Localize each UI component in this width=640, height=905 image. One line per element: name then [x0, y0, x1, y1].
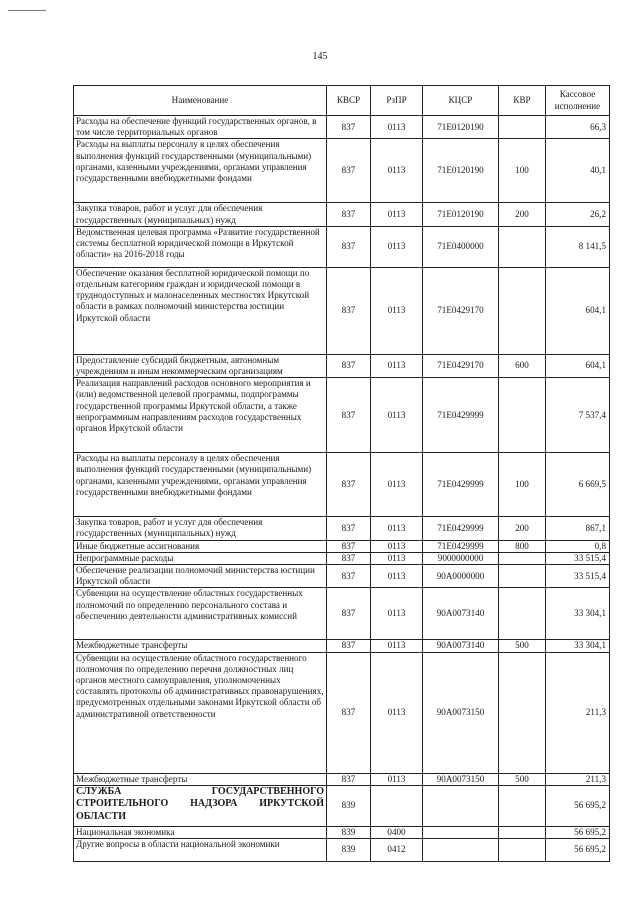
cell-name: Закупка товаров, работ и услуг для обеспечения государственных (муниципальных) нужд — [74, 203, 327, 226]
table-row — [74, 552, 610, 564]
cell-rzpr: 0113 — [371, 139, 423, 203]
table-row — [74, 139, 610, 203]
cell-kcsr: 90А0073140 — [423, 640, 499, 652]
cell-kvr: 100 — [499, 453, 546, 517]
cell-amount: 33 515,4 — [546, 565, 610, 588]
cell-rzpr: 0113 — [371, 226, 423, 267]
cell-rzpr: 0113 — [371, 773, 423, 785]
cell-kvsr: 837 — [327, 267, 371, 354]
table-row — [74, 839, 610, 862]
cell-kvr — [499, 552, 546, 564]
cell-kcsr: 71Е0400000 — [423, 226, 499, 267]
cell-kcsr: 71Е0429170 — [423, 267, 499, 354]
cell-kvsr: 837 — [327, 652, 371, 773]
cell-kcsr: 71Е0429999 — [423, 540, 499, 552]
cell-kvsr: 837 — [327, 540, 371, 552]
cell-rzpr: 0113 — [371, 116, 423, 139]
cell-name: Обеспечение оказания бесплатной юридической помощи по отдельным категориям граждан и юридической помощи в труднодоступных и малонаселенных местностях Иркутской области в рамках полномочий министерства юстиции Иркутской области — [74, 267, 327, 354]
cell-amount: 26,2 — [546, 203, 610, 226]
table-row — [74, 517, 610, 540]
table-body — [74, 116, 610, 862]
cell-amount: 867,1 — [546, 517, 610, 540]
cell-name: СЛУЖБА ГОСУДАРСТВЕННОГО СТРОИТЕЛЬНОГО НАДЗОРА ИРКУТСКОЙ ОБЛАСТИ — [74, 785, 327, 826]
header-kcsr: КЦСР — [423, 86, 499, 116]
cell-name: Межбюджетные трансферты — [74, 640, 327, 652]
budget-table — [73, 85, 610, 862]
table-row — [74, 226, 610, 267]
table-row — [74, 453, 610, 517]
table-row — [74, 267, 610, 354]
cell-kvsr: 837 — [327, 588, 371, 640]
cell-kcsr: 71Е0120190 — [423, 139, 499, 203]
cell-rzpr — [371, 785, 423, 826]
table-row — [74, 773, 610, 785]
cell-name: Обеспечение реализации полномочий министерства юстиции Иркутской области — [74, 565, 327, 588]
cell-kvr: 800 — [499, 540, 546, 552]
cell-kvr — [499, 116, 546, 139]
cell-kcsr: 90А0073150 — [423, 652, 499, 773]
cell-kvsr: 837 — [327, 640, 371, 652]
table-row — [74, 588, 610, 640]
table-row — [74, 203, 610, 226]
cell-kcsr: 71Е0120190 — [423, 203, 499, 226]
cell-name: Предоставление субсидий бюджетным, автономным учреждениям и иным некоммерческим организациям — [74, 354, 327, 377]
cell-kvsr: 837 — [327, 354, 371, 377]
cell-kcsr: 90А0000000 — [423, 565, 499, 588]
page-number: 145 — [312, 51, 328, 62]
cell-amount: 8 141,5 — [546, 226, 610, 267]
header-amount: Кассовое исполнение — [546, 86, 610, 116]
header-name: Наименование — [74, 86, 327, 116]
cell-amount: 56 695,2 — [546, 826, 610, 838]
cell-rzpr: 0113 — [371, 565, 423, 588]
cell-kcsr: 90А0073140 — [423, 588, 499, 640]
cell-kvr — [499, 267, 546, 354]
cell-name: Расходы на выплаты персоналу в целях обеспечения выполнения функций государственными (муниципальными) органами, казенными учреждениями, органами управления государственными внебюджетными фондами — [74, 139, 327, 203]
cell-kvr — [499, 652, 546, 773]
cell-kcsr: 71Е0429999 — [423, 378, 499, 453]
cell-name: Субвенции на осуществление областного государственного полномочия по определению перечня должностных лиц органов местного самоуправления, уполномоченных составлять протоколы об административных правонарушениях, предусмотренных отдельными законами Иркутской области об административной ответственности — [74, 652, 327, 773]
cell-rzpr: 0113 — [371, 640, 423, 652]
table-row — [74, 826, 610, 838]
cell-amount: 0,8 — [546, 540, 610, 552]
cell-kcsr: 71Е0120190 — [423, 116, 499, 139]
cell-rzpr: 0113 — [371, 378, 423, 453]
cell-kvsr: 837 — [327, 552, 371, 564]
cell-rzpr: 0113 — [371, 552, 423, 564]
table-row — [74, 378, 610, 453]
cell-amount: 56 695,2 — [546, 839, 610, 862]
cell-name: Расходы на выплаты персоналу в целях обеспечения выполнения функций государственными (муниципальными) органами, казенными учреждениями, органами управления государственными внебюджетными фондами — [74, 453, 327, 517]
cell-kcsr: 9000000000 — [423, 552, 499, 564]
header-rzpr: РзПР — [371, 86, 423, 116]
table-row — [74, 785, 610, 826]
cell-kvr — [499, 588, 546, 640]
cell-rzpr: 0113 — [371, 588, 423, 640]
scan-mark — [8, 10, 46, 11]
cell-kvsr: 837 — [327, 116, 371, 139]
cell-kvr — [499, 839, 546, 862]
cell-kvr: 500 — [499, 773, 546, 785]
cell-name: Иные бюджетные ассигнования — [74, 540, 327, 552]
cell-amount: 40,1 — [546, 139, 610, 203]
cell-name: Реализация направлений расходов основного мероприятия и (или) ведомственной целевой программы, подпрограммы государственной программы Иркутской области, а также непрограммным направлениям расходов государственных органов Иркутской области — [74, 378, 327, 453]
cell-rzpr: 0113 — [371, 652, 423, 773]
cell-kvr: 500 — [499, 640, 546, 652]
header-kvr: КВР — [499, 86, 546, 116]
cell-kcsr: 90А0073150 — [423, 773, 499, 785]
cell-rzpr: 0113 — [371, 540, 423, 552]
cell-kvsr: 837 — [327, 139, 371, 203]
cell-kvsr: 837 — [327, 226, 371, 267]
cell-amount: 211,3 — [546, 652, 610, 773]
cell-kcsr: 71Е0429999 — [423, 517, 499, 540]
cell-amount: 211,3 — [546, 773, 610, 785]
table-row — [74, 640, 610, 652]
cell-kvsr: 839 — [327, 839, 371, 862]
cell-kvr: 600 — [499, 354, 546, 377]
cell-amount: 7 537,4 — [546, 378, 610, 453]
cell-kvr: 100 — [499, 139, 546, 203]
cell-kcsr: 71Е0429170 — [423, 354, 499, 377]
cell-name: Межбюджетные трансферты — [74, 773, 327, 785]
cell-name: Национальная экономика — [74, 826, 327, 838]
cell-kvr: 200 — [499, 203, 546, 226]
cell-rzpr: 0113 — [371, 354, 423, 377]
cell-kvr — [499, 785, 546, 826]
cell-name: Непрограммные расходы — [74, 552, 327, 564]
cell-kvr — [499, 378, 546, 453]
cell-kvr — [499, 226, 546, 267]
cell-rzpr: 0113 — [371, 517, 423, 540]
cell-amount: 66,3 — [546, 116, 610, 139]
cell-name: Другие вопросы в области национальной экономики — [74, 839, 327, 862]
cell-name: Закупка товаров, работ и услуг для обеспечения государственных (муниципальных) нужд — [74, 517, 327, 540]
cell-amount: 33 304,1 — [546, 640, 610, 652]
cell-name: Субвенции на осуществление областных государственных полномочий по определению персонального состава и обеспечению деятельности административных комиссий — [74, 588, 327, 640]
cell-kcsr — [423, 785, 499, 826]
table-row — [74, 565, 610, 588]
cell-amount: 33 515,4 — [546, 552, 610, 564]
cell-rzpr: 0400 — [371, 826, 423, 838]
cell-kvsr: 837 — [327, 453, 371, 517]
cell-name: Ведомственная целевая программа «Развитие государственной системы бесплатной юридической помощи в Иркутской области» на 2016-2018 годы — [74, 226, 327, 267]
cell-rzpr: 0113 — [371, 453, 423, 517]
table-row — [74, 354, 610, 377]
table-row — [74, 540, 610, 552]
cell-kvr — [499, 565, 546, 588]
cell-kcsr: 71Е0429999 — [423, 453, 499, 517]
table-row — [74, 116, 610, 139]
cell-kcsr — [423, 839, 499, 862]
cell-kvsr: 839 — [327, 785, 371, 826]
cell-kcsr — [423, 826, 499, 838]
cell-rzpr: 0113 — [371, 203, 423, 226]
cell-amount: 604,1 — [546, 354, 610, 377]
cell-kvsr: 837 — [327, 517, 371, 540]
cell-kvsr: 837 — [327, 378, 371, 453]
header-kvsr: КВСР — [327, 86, 371, 116]
cell-name: Расходы на обеспечение функций государственных органов, в том числе территориальных органов — [74, 116, 327, 139]
cell-rzpr: 0113 — [371, 267, 423, 354]
cell-kvr — [499, 826, 546, 838]
cell-kvr: 200 — [499, 517, 546, 540]
cell-amount: 6 669,5 — [546, 453, 610, 517]
cell-rzpr: 0412 — [371, 839, 423, 862]
cell-amount: 33 304,1 — [546, 588, 610, 640]
cell-kvsr: 837 — [327, 773, 371, 785]
cell-kvsr: 837 — [327, 565, 371, 588]
cell-amount: 56 695,2 — [546, 785, 610, 826]
table-header-row — [74, 86, 610, 116]
table-row — [74, 652, 610, 773]
cell-amount: 604,1 — [546, 267, 610, 354]
cell-kvsr: 839 — [327, 826, 371, 838]
cell-kvsr: 837 — [327, 203, 371, 226]
